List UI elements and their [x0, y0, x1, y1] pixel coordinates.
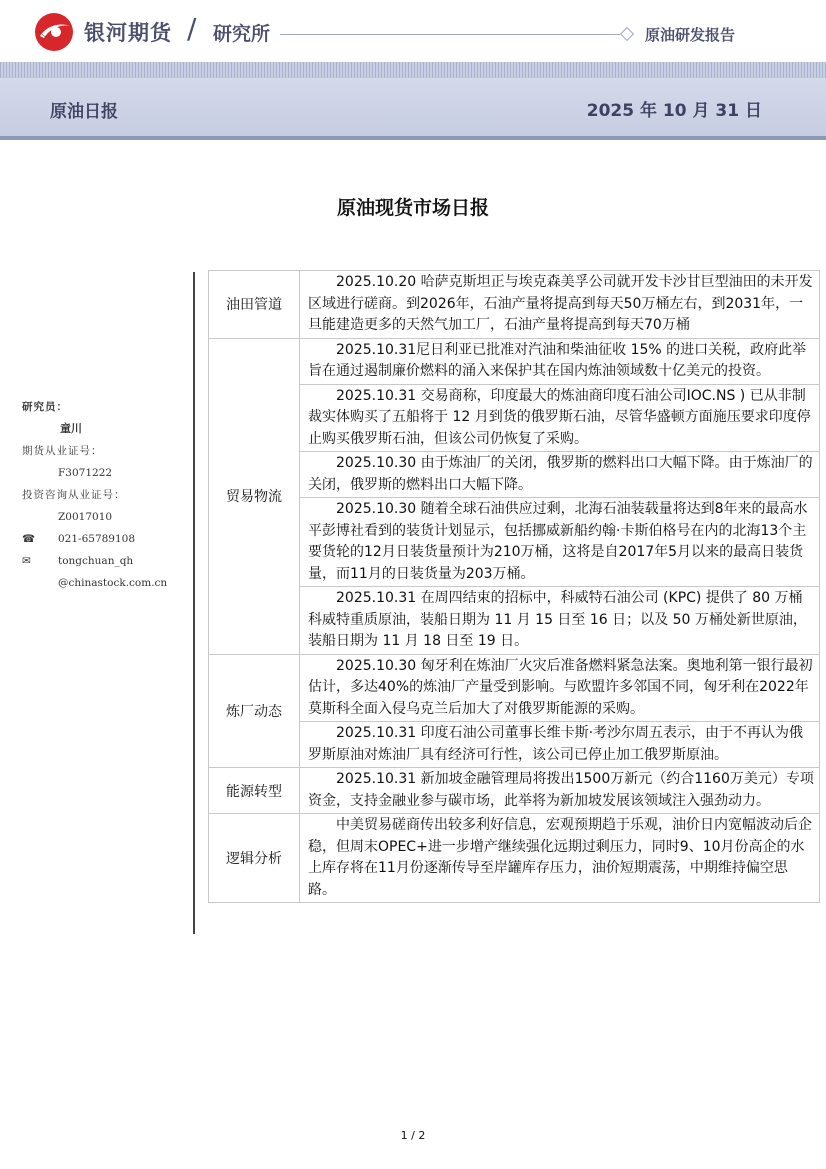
table-row — [209, 338, 820, 654]
envelope-icon: ✉ — [22, 555, 31, 567]
category-cell: 炼厂动态 — [209, 654, 300, 768]
news-item: 2025.10.31 交易商称，印度最大的炼油商印度石油公司IOC.NS ) 已从非制裁实体购买了五船将于 12 月到货的俄罗斯石油，尽管华盛顿方面施压要求印度停止购买俄罗斯石油，但该公司仍恢复了采购。 — [300, 384, 819, 452]
advisory-cert-number: Z0017010 — [58, 511, 113, 523]
table-row — [209, 814, 820, 903]
news-item: 2025.10.31尼日利亚已批准对汽油和柴油征收 15% 的进口关税，政府此举旨在通过遏制廉价燃料的涌入来保护其在国内炼油领域数十亿美元的投资。 — [308, 341, 807, 379]
futures-cert-label: 期货从业证号： — [22, 445, 103, 457]
report-date: 2025 年 10 月 31 日 — [586, 101, 762, 121]
table-row — [209, 768, 820, 814]
content-cell — [300, 768, 820, 814]
category-cell: 能源转型 — [209, 768, 300, 814]
diamond-icon — [620, 27, 634, 41]
news-item: 2025.10.30 随着全球石油供应过剩，北海石油装载量将达到8年来的最高水平彭博社看到的装货计划显示，包括挪威新船约翰·卡斯伯格号在内的北海13个主要货轮的12月日装货量预计为210万桶，这将是自2017年5月以来的最高日装货量，而11月的日装货量为203万桶。 — [300, 497, 819, 586]
table-row — [209, 654, 820, 768]
email-line-2[interactable]: @chinastock.com.cn — [58, 577, 168, 589]
brand-name: 银河期货 — [84, 21, 172, 45]
email-row — [22, 550, 182, 572]
news-item: 2025.10.31 在周四结束的招标中，科威特石油公司 (KPC) 提供了 80 万桶科威特重质原油，装船日期为 11 月 15 日至 16 日；以及 50 万桶处新世原油，装船日期为 11 月 18 日至 19 日。 — [300, 586, 819, 654]
category-cell: 油田管道 — [209, 271, 300, 339]
news-item: 2025.10.30 由于炼油厂的关闭，俄罗斯的燃料出口大幅下降。由于炼油厂的关闭，俄罗斯的燃料出口大幅下降。 — [300, 451, 819, 497]
news-item: 2025.10.20 哈萨克斯坦正与埃克森美孚公司就开发卡沙甘巨型油田的未开发区域进行磋商。到2026年，石油产量将提高到每天50万桶左右，到2031年，一旦能建造更多的天然气加工厂，石油产量将提高到每天70万桶 — [308, 274, 813, 333]
content-cell — [300, 814, 820, 903]
sidebar-divider — [193, 272, 195, 934]
news-item: 中美贸易磋商传出较多利好信息，宏观预期趋于乐观，油价日内宽幅波动后企稳，但周末OPEC+进一步增产继续强化远期过剩压力，同时9、10月份高企的水上库存将在11月份逐渐传导至岸罐库存压力，油价短期震荡，中期维持偏空思路。 — [308, 817, 812, 898]
category-cell: 逻辑分析 — [209, 814, 300, 903]
category-cell: 贸易物流 — [209, 338, 300, 654]
phone-row — [22, 528, 182, 550]
email-line-1[interactable]: tongchuan_qh — [58, 555, 134, 567]
futures-cert-number: F3071222 — [58, 467, 113, 479]
galaxy-futures-logo-icon — [34, 12, 74, 52]
news-item: 2025.10.30 匈牙利在炼油厂火灾后准备燃料紧急法案。奥地利第一银行最初估计，多达40%的炼油厂产量受到影响。与欧盟许多邻国不同，匈牙利在2022年莫斯科全面入侵乌克兰后加大了对俄罗斯能源的采购。 — [308, 657, 813, 717]
email-row-2 — [22, 572, 182, 594]
header-rule — [280, 34, 620, 35]
researcher-sidebar — [22, 396, 182, 594]
header-stripe — [0, 62, 826, 78]
phone-number: 021-65789108 — [58, 533, 136, 545]
news-item: 2025.10.31 新加坡金融管理局将拨出1500万新元（约合1160万美元）专项资金，支持金融业参与碳市场，此举将为新加坡发展该领域注入强劲动力。 — [308, 771, 814, 809]
content-cell — [300, 338, 820, 654]
researcher-name: 童川 — [60, 422, 82, 435]
daily-name: 原油日报 — [50, 102, 118, 122]
phone-icon: ☎ — [22, 533, 36, 545]
researcher-label: 研究员： — [22, 401, 68, 413]
top-header — [0, 0, 826, 62]
institute-name: 研究所 — [213, 23, 271, 45]
content-cell — [300, 271, 820, 339]
brand-divider: / — [187, 12, 197, 45]
page-number: 1 / 2 — [400, 1129, 426, 1142]
table-row — [209, 271, 820, 339]
news-item: 2025.10.31 印度石油公司董事长维卡斯·考沙尔周五表示，由于不再认为俄罗斯原油对炼油厂具有经济可行性，该公司已停止加工俄罗斯原油。 — [300, 721, 819, 767]
report-type: 原油研发报告 — [645, 26, 736, 44]
news-table — [208, 270, 820, 903]
content-cell — [300, 654, 820, 768]
page-title: 原油现货市场日报 — [336, 197, 489, 219]
header-bottom-rule — [0, 136, 826, 140]
advisory-cert-label: 投资咨询从业证号： — [22, 489, 126, 501]
